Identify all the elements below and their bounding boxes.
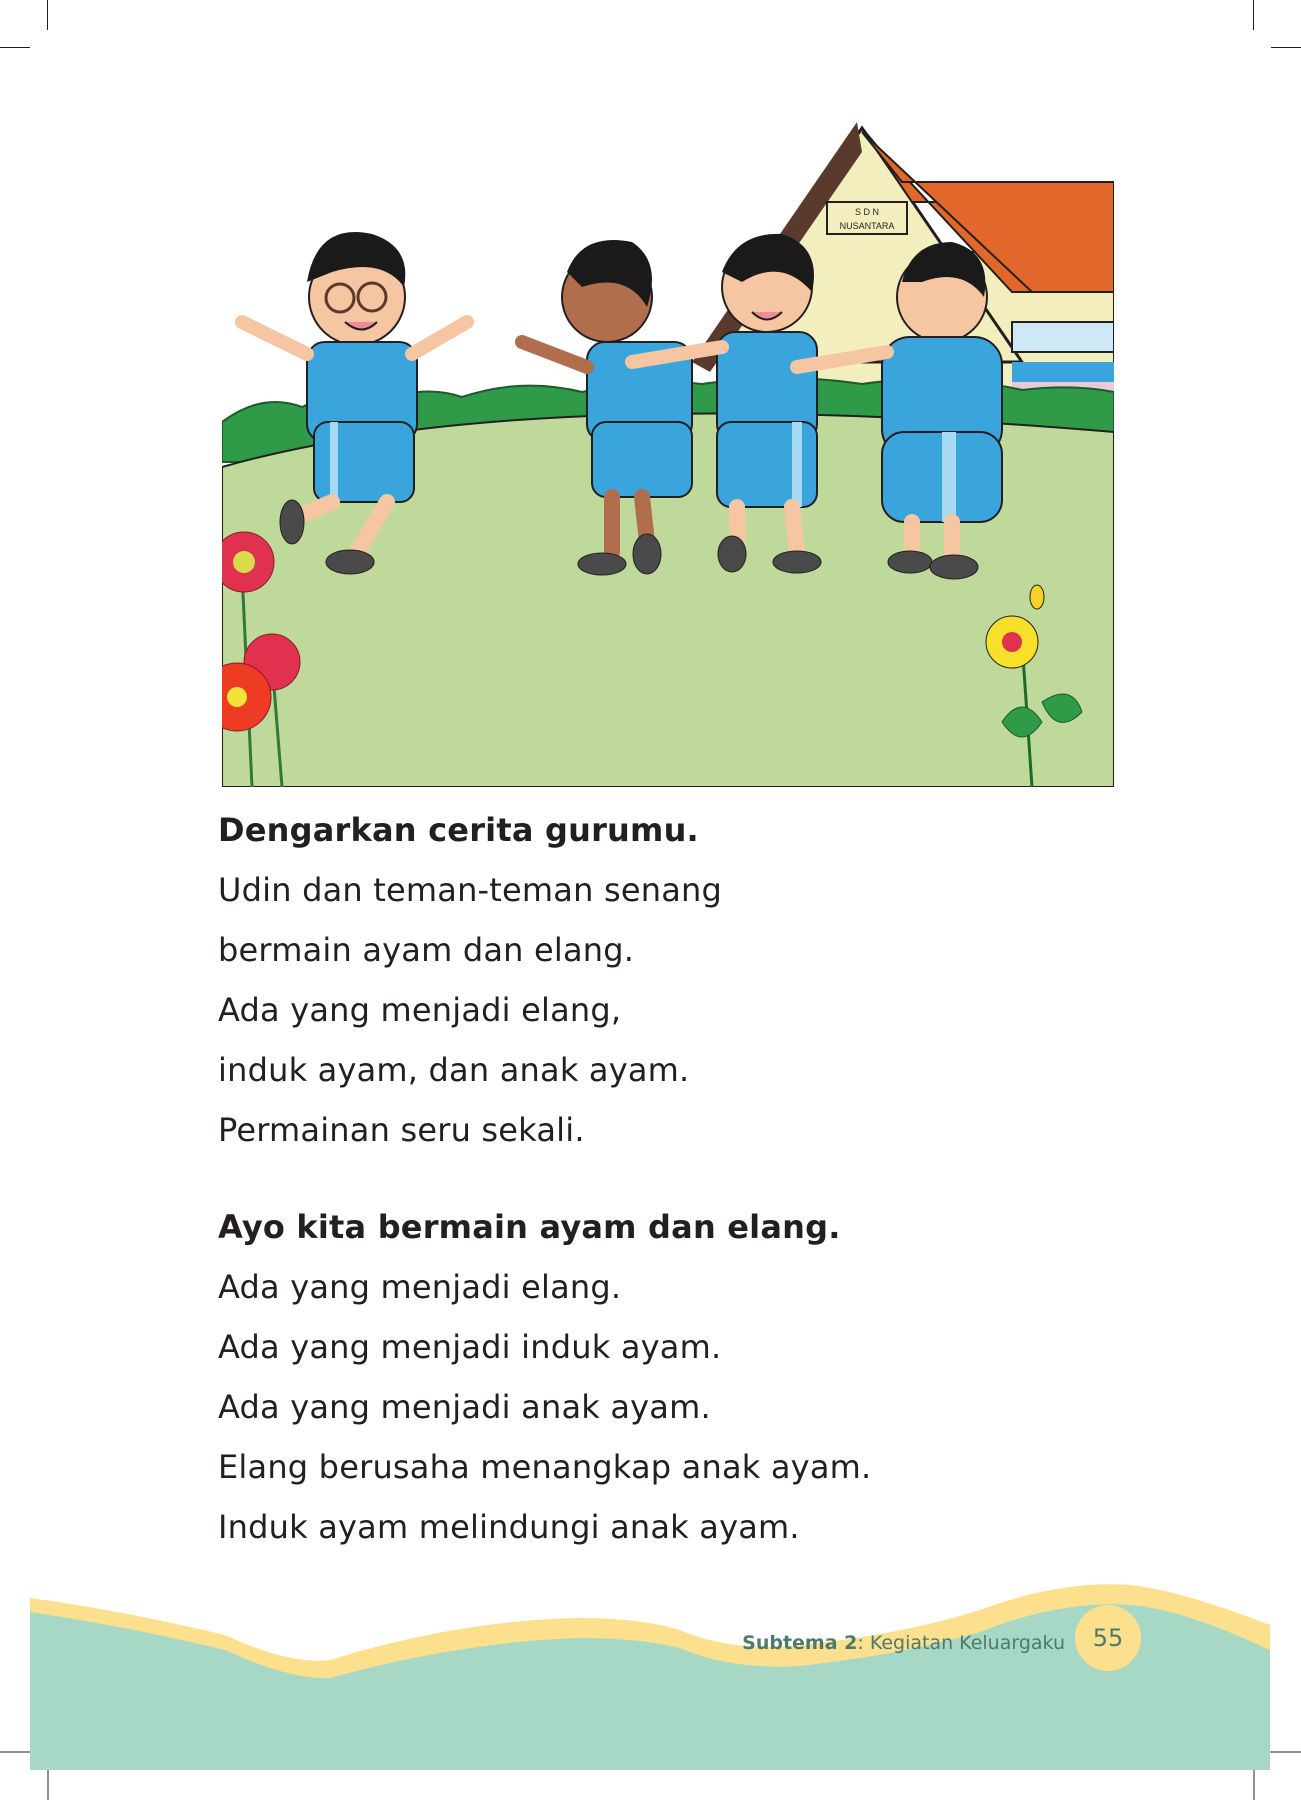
game-line: Ada yang menjadi induk ayam. xyxy=(218,1328,722,1366)
game-line: Induk ayam melindungi anak ayam. xyxy=(218,1508,800,1546)
crop-mark xyxy=(1253,0,1254,30)
svg-text:S D N: S D N xyxy=(854,207,880,217)
story-section xyxy=(218,800,722,1160)
subtheme-number: Subtema 2 xyxy=(742,1632,858,1654)
game-line: Elang berusaha menangkap anak ayam. xyxy=(218,1448,872,1486)
story-heading: Dengarkan cerita gurumu. xyxy=(218,811,699,849)
game-line: Ada yang menjadi elang. xyxy=(218,1268,622,1306)
game-line: Ada yang menjadi anak ayam. xyxy=(218,1388,711,1426)
page-number: 55 xyxy=(1092,1624,1124,1652)
page-number-badge xyxy=(1075,1605,1141,1671)
svg-text:NUSANTARA: NUSANTARA xyxy=(839,221,895,231)
footer-wave xyxy=(0,1560,1301,1800)
story-line: bermain ayam dan elang. xyxy=(218,931,635,969)
crop-mark xyxy=(0,47,30,48)
subtheme-title: Kegiatan Keluargaku xyxy=(863,1632,1065,1654)
game-section xyxy=(218,1197,871,1557)
page-footer xyxy=(0,1560,1301,1800)
subtheme-separator: : xyxy=(857,1632,864,1654)
story-line: induk ayam, dan anak ayam. xyxy=(218,1051,690,1089)
subtheme-label xyxy=(742,1632,1065,1654)
crop-mark xyxy=(47,0,48,30)
crop-mark xyxy=(1271,47,1301,48)
game-heading: Ayo kita bermain ayam dan elang. xyxy=(218,1208,841,1246)
story-line: Udin dan teman-teman senang xyxy=(218,871,723,909)
story-line: Ada yang menjadi elang, xyxy=(218,991,622,1029)
illustration-children-playing xyxy=(222,122,1114,787)
story-line: Permainan seru sekali. xyxy=(218,1111,585,1149)
